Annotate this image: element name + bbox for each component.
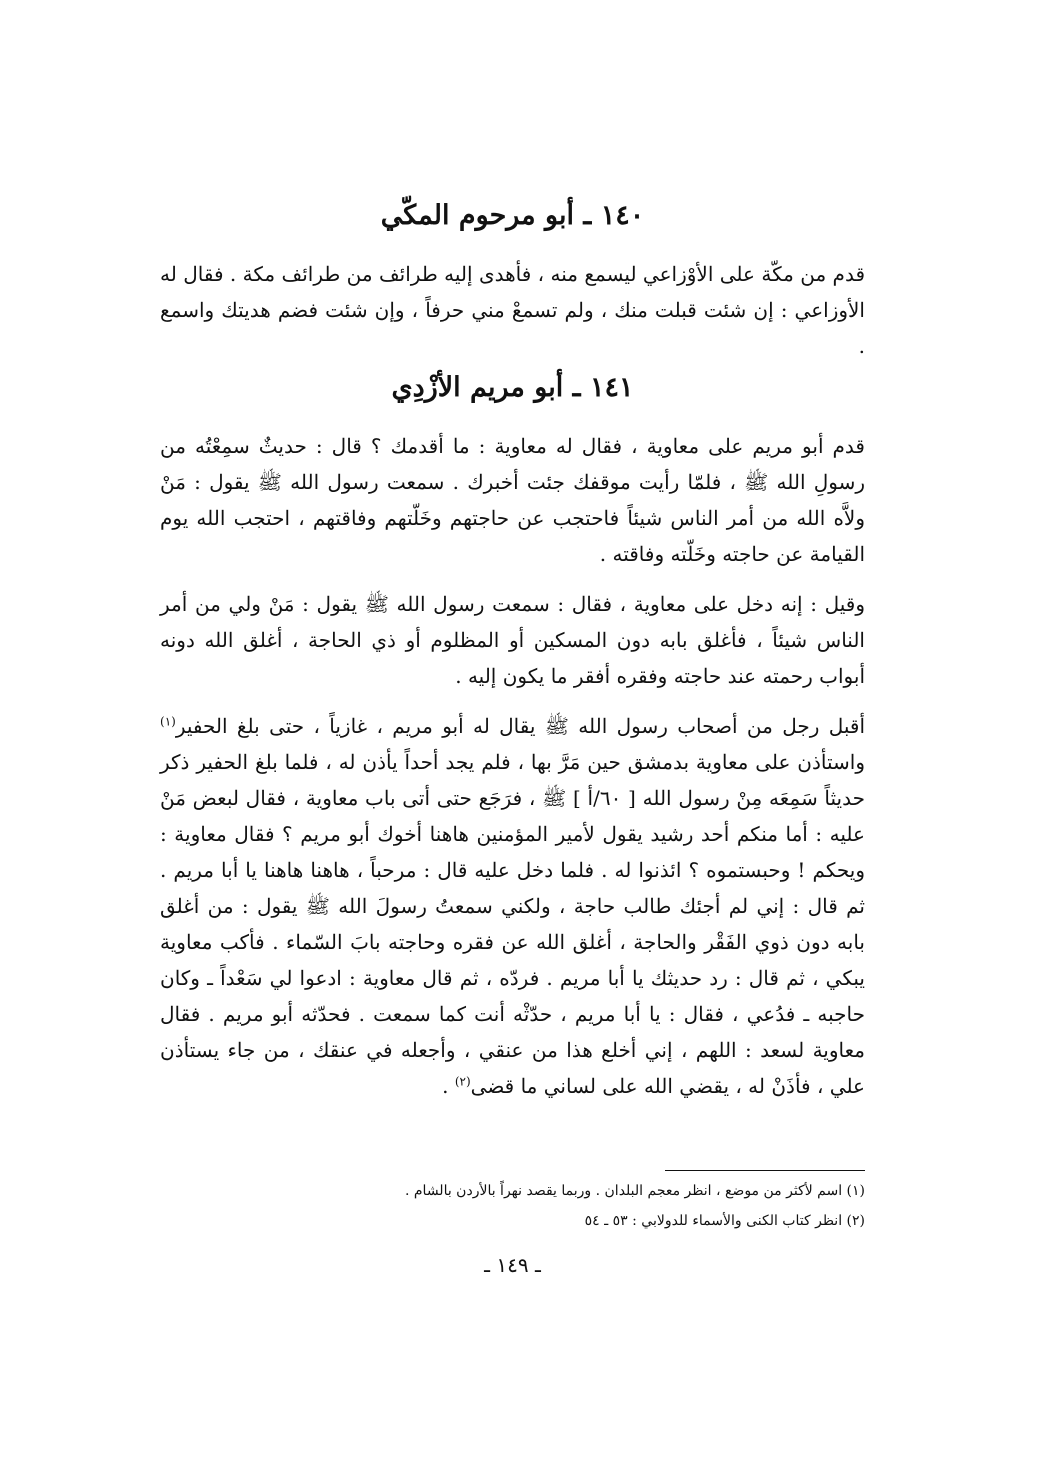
footnote-ref-2[interactable]: (٢) bbox=[454, 1074, 471, 1089]
footnote-ref-1[interactable]: (١) bbox=[160, 714, 176, 729]
section-141-heading: ١٤١ ـ أبو مريم الأزْدِي bbox=[391, 372, 634, 403]
page-number: ـ ١٤٩ ـ bbox=[484, 1253, 541, 1277]
paragraph-3-closing: . bbox=[442, 1074, 455, 1098]
section-140-heading: ١٤٠ ـ أبو مرحوم المكّي bbox=[380, 200, 645, 231]
paragraph-3-opening: أقبل رجل من أصحاب رسول الله ﷺ يقال له أبو مريم ، غازياً ، حتى بلغ الحفير bbox=[175, 714, 865, 738]
section-141-paragraph-3 bbox=[160, 708, 865, 1104]
section-141-paragraph-2: وقيل : إنه دخل على معاوية ، فقال : سمعت رسول الله ﷺ يقول : مَنْ ولي من أمر الناس شيئاً ، فأغلق بابه دون المسكين أو المظلوم أو ذي الحاجة ، أغلق الله دونه أبواب رحمته عند حاجته وفقره أفقر ما يكون إليه . bbox=[160, 592, 865, 688]
footnote-divider bbox=[665, 1170, 865, 1171]
section-141-body bbox=[160, 428, 865, 1104]
paragraph-3-body: واستأذن على معاوية بدمشق حين مَرَّ بها ، فلم يجد أحداً يأذن له ، فلما بلغ الحفير ذكر حديثاً سَمِعَه مِنْ رسول الله [ ٦٠/أ ] ﷺ ، فرَجَع حتى أتى باب معاوية ، فقال لبعض مَنْ عليه : أما منكم أحد رشيد يقول لأمير المؤمنين هاهنا أخوك أبو مريم ؟ فقال معاوية : ويحكم ! وحبستموه ؟ ائذنوا له . فلما دخل عليه قال : مرحباً ، هاهنا هاهنا يا أبا مريم . ثم قال : إني لم أجئك طالب حاجة ، ولكني سمعتُ رسولَ الله ﷺ يقول : من أغلق بابه دون ذوي الفَقْر والحاجة ، أغلق الله عن فقره وحاجته بابَ السّماء . فأكب معاوية يبكي ، ثم قال : رد حديثك يا أبا مريم . فردّه ، ثم قال معاوية : ادعوا لي سَعْداً ـ وكان حاجبه ـ فدُعي ، فقال : يا أبا مريم ، حدّثْه أنت كما سمعت . فحدّثه أبو مريم . فقال معاوية لسعد : اللهم ، إني أخلع هذا من عنقي ، وأجعله في عنقك ، من جاء يستأذن علي ، فأذَنْ له ، يقضي الله على لساني ما قضى bbox=[160, 750, 866, 1098]
footnotes bbox=[160, 1176, 865, 1236]
footnote-2: (٢) انظر كتاب الكنى والأسماء للدولابي : ٥٣ ـ ٥٤ bbox=[584, 1213, 865, 1229]
footnote-1: (١) اسم لأكثر من موضع ، انظر معجم البلدان . وربما يقصد نهراً بالأردن بالشام . bbox=[404, 1183, 865, 1199]
section-141-paragraph-1: قدم أبو مريم على معاوية ، فقال له معاوية : ما أقدمك ؟ قال : حديثٌ سمِعْتُه من رسولِ الله ﷺ ، فلمّا رأيت موقفك جئت أخبرك . سمعت رسول الله ﷺ يقول : مَنْ ولاَّه الله من أمر الناس شيئاً فاحتجب عن حاجتهم وخَلّتهم وفاقتهم ، احتجب الله يوم القيامة عن حاجته وخَلّته وفاقته . bbox=[160, 434, 865, 566]
section-140-body bbox=[160, 256, 865, 364]
section-140-paragraph: قدم من مكّة على الأوْزاعي ليسمع منه ، فأهدى إليه طرائف من طرائف مكة . فقال له الأوزاعي : إن شئت قبلت منك ، ولم تسمعْ مني حرفاً ، وإن شئت فضم هديتك واسمع . bbox=[160, 262, 865, 358]
